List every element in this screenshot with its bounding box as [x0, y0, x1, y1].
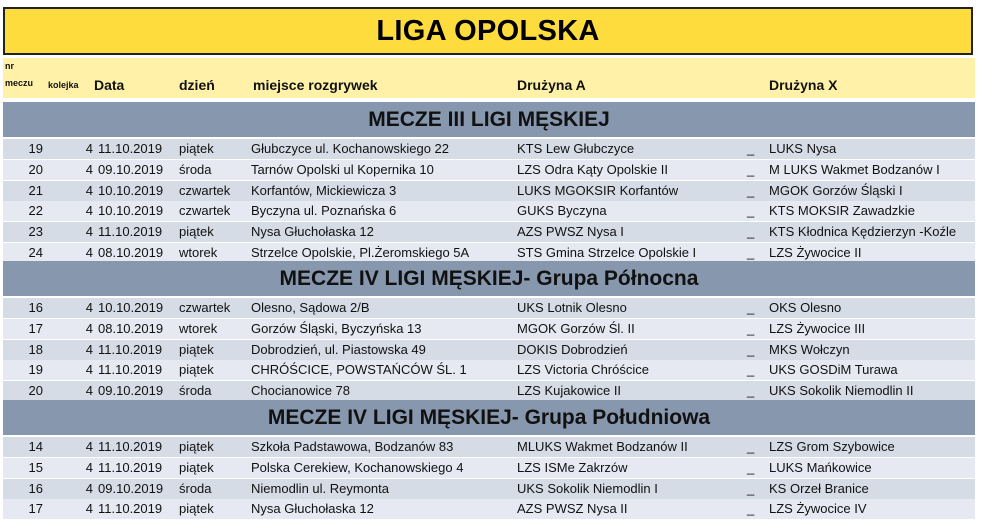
round-number: 4: [85, 300, 93, 315]
title-bar: [3, 7, 973, 55]
header-meczu: meczu: [5, 78, 34, 88]
match-day: wtorek: [179, 320, 218, 336]
team-x: LZS Żywocice III: [769, 320, 866, 336]
match-date: 09.10.2019: [98, 161, 164, 177]
match-day: czwartek: [179, 203, 231, 219]
match-number: 15: [28, 459, 43, 475]
match-date: 11.10.2019: [98, 439, 163, 454]
versus-separator: _: [747, 245, 755, 260]
round-number: 4: [85, 141, 93, 156]
match-number: 20: [28, 383, 43, 399]
match-day: piątek: [179, 224, 214, 240]
header-nr: nr: [5, 61, 14, 71]
team-a: AZS PWSZ Nysa II: [517, 501, 628, 517]
column-header-row: [3, 58, 975, 98]
versus-separator: _: [747, 383, 755, 399]
header-druzyna-x: Drużyna X: [769, 77, 838, 93]
team-x: KTS MOKSIR Zawadzkie: [769, 203, 915, 219]
match-venue: Olesno, Sądowa 2/B: [251, 300, 370, 315]
table-row: [3, 160, 975, 180]
match-number: 16: [28, 480, 43, 496]
match-day: czwartek: [179, 300, 231, 315]
table-row: [3, 319, 975, 339]
table-row: [3, 139, 975, 159]
round-number: 4: [85, 224, 93, 240]
match-date: 10.10.2019: [98, 300, 164, 315]
match-day: piątek: [179, 439, 214, 454]
table-row: [3, 181, 975, 201]
match-date: 08.10.2019: [98, 245, 164, 260]
match-day: czwartek: [179, 182, 231, 198]
match-day: piątek: [179, 141, 214, 156]
header-miejsce: miejsce rozgrywek: [253, 77, 378, 93]
match-day: piątek: [179, 341, 214, 357]
table-row: [3, 243, 975, 263]
round-number: 4: [85, 480, 93, 496]
versus-separator: _: [747, 300, 755, 315]
team-x: LUKS Nysa: [769, 141, 837, 156]
team-x: UKS GOSDiM Turawa: [769, 362, 898, 378]
table-row: [3, 499, 975, 519]
versus-separator: _: [747, 320, 755, 336]
team-x: MKS Wołczyn: [769, 341, 850, 357]
team-x: UKS Sokolik Niemodlin II: [769, 383, 914, 399]
header-data: Data: [94, 77, 125, 93]
team-a: LZS ISMe Zakrzów: [517, 459, 628, 475]
match-day: środa: [179, 161, 212, 177]
round-number: 4: [85, 161, 93, 177]
match-venue: Byczyna ul. Poznańska 6: [251, 203, 397, 219]
match-number: 19: [28, 362, 43, 378]
match-venue: Tarnów Opolski ul Kopernika 10: [251, 161, 434, 177]
section-header: [3, 400, 975, 435]
versus-separator: _: [747, 459, 755, 475]
match-day: piątek: [179, 459, 214, 475]
team-a: STS Gmina Strzelce Opolskie I: [517, 245, 697, 260]
section-title: MECZE IV LIGI MĘSKIEJ- Grupa Południowa: [267, 405, 711, 429]
match-venue: Strzelce Opolskie, Pl.Żeromskiego 5A: [251, 245, 470, 260]
team-a: LUKS MGOKSIR Korfantów: [517, 182, 679, 198]
match-number: 17: [28, 501, 43, 517]
round-number: 4: [85, 245, 93, 260]
team-a: MGOK Gorzów Śl. II: [517, 320, 635, 336]
team-x: LZS Grom Szybowice: [769, 439, 895, 454]
table-row: [3, 381, 975, 401]
match-number: 18: [28, 341, 43, 357]
versus-separator: _: [747, 362, 755, 378]
team-x: LZS Żywocice II: [769, 245, 862, 260]
versus-separator: _: [747, 224, 755, 240]
match-venue: Dobrodzień, ul. Piastowska 49: [251, 341, 426, 357]
match-date: 11.10.2019: [98, 501, 163, 517]
match-date: 11.10.2019: [98, 341, 163, 357]
team-x: LZS Żywocice IV: [769, 501, 867, 517]
match-day: środa: [179, 480, 212, 496]
match-venue: Gorzów Śląski, Byczyńska 13: [251, 320, 422, 336]
team-a: LZS Odra Kąty Opolskie II: [517, 161, 669, 177]
match-day: piątek: [179, 362, 214, 378]
table-row: [3, 360, 975, 380]
team-a: MLUKS Wakmet Bodzanów II: [517, 439, 688, 454]
section-header: [3, 102, 975, 137]
team-x: KTS Kłodnica Kędzierzyn -Koźle: [769, 224, 957, 240]
match-venue: Szkoła Padstawowa, Bodzanów 83: [251, 439, 454, 454]
match-venue: Polska Cerekiew, Kochanowskiego 4: [251, 459, 464, 475]
versus-separator: _: [747, 141, 755, 156]
match-number: 20: [28, 161, 43, 177]
round-number: 4: [85, 383, 93, 399]
team-x: OKS Olesno: [769, 300, 842, 315]
match-number: 16: [28, 300, 43, 315]
section-title: MECZE III LIGI MĘSKIEJ: [368, 107, 610, 131]
versus-separator: _: [747, 203, 755, 219]
table-row: [3, 458, 975, 478]
match-venue: Głubczyce ul. Kochanowskiego 22: [251, 141, 450, 156]
team-x: M LUKS Wakmet Bodzanów I: [769, 161, 940, 177]
table-row: [3, 437, 975, 457]
versus-separator: _: [747, 161, 755, 177]
round-number: 4: [85, 439, 93, 454]
match-venue: Nysa Głuchołaska 12: [251, 224, 374, 240]
match-day: wtorek: [179, 245, 218, 260]
page-title: LIGA OPOLSKA: [376, 14, 600, 47]
match-number: 14: [28, 439, 43, 454]
team-x: KS Orzeł Branice: [769, 480, 869, 496]
section-title: MECZE IV LIGI MĘSKIEJ- Grupa Północna: [279, 266, 699, 290]
section-header: [3, 261, 975, 296]
match-date: 10.10.2019: [98, 203, 164, 219]
team-a: DOKIS Dobrodzień: [517, 341, 628, 357]
table-row: [3, 298, 975, 318]
table-row: [3, 340, 975, 360]
match-venue: Korfantów, Mickiewicza 3: [251, 182, 397, 198]
match-venue: Nysa Głuchołaska 12: [251, 501, 374, 517]
match-number: 17: [28, 320, 43, 336]
match-date: 11.10.2019: [98, 224, 163, 240]
match-venue: CHRÓŚCICE, POWSTAŃCÓW ŚL. 1: [251, 362, 467, 378]
table-row: [3, 222, 975, 242]
table-row: [3, 479, 975, 499]
match-day: środa: [179, 383, 212, 399]
team-a: AZS PWSZ Nysa I: [517, 224, 624, 240]
team-a: KTS Lew Głubczyce: [517, 141, 635, 156]
team-a: LZS Victoria Chróścice: [517, 362, 649, 378]
team-a: GUKS Byczyna: [517, 203, 607, 219]
match-number: 22: [28, 203, 43, 219]
match-number: 24: [28, 245, 43, 260]
match-date: 11.10.2019: [98, 362, 163, 378]
team-x: LUKS Mańkowice: [769, 459, 872, 475]
round-number: 4: [85, 203, 93, 219]
match-venue: Chocianowice 78: [251, 383, 351, 399]
versus-separator: _: [747, 182, 755, 198]
round-number: 4: [85, 362, 93, 378]
versus-separator: _: [747, 501, 755, 517]
match-date: 11.10.2019: [98, 459, 163, 475]
header-druzyna-a: Drużyna A: [517, 77, 586, 93]
match-number: 23: [28, 224, 43, 240]
table-row: [3, 201, 975, 221]
team-a: UKS Sokolik Niemodlin I: [517, 480, 658, 496]
match-date: 09.10.2019: [98, 480, 164, 496]
round-number: 4: [85, 459, 93, 475]
round-number: 4: [85, 320, 93, 336]
match-date: 08.10.2019: [98, 320, 164, 336]
versus-separator: _: [747, 439, 755, 454]
match-venue: Niemodlin ul. Reymonta: [251, 480, 390, 496]
team-a: LZS Kujakowice II: [517, 383, 622, 399]
match-number: 19: [28, 141, 43, 156]
round-number: 4: [85, 182, 93, 198]
round-number: 4: [85, 501, 93, 517]
round-number: 4: [85, 341, 93, 357]
header-dzien: dzień: [179, 77, 215, 93]
match-number: 21: [28, 182, 43, 198]
versus-separator: _: [747, 480, 755, 496]
match-date: 11.10.2019: [98, 141, 163, 156]
header-kolejka: kolejka: [48, 80, 79, 90]
team-a: UKS Lotnik Olesno: [517, 300, 627, 315]
match-date: 09.10.2019: [98, 383, 164, 399]
match-date: 10.10.2019: [98, 182, 164, 198]
team-x: MGOK Gorzów Śląski I: [769, 182, 903, 198]
match-day: piątek: [179, 501, 214, 517]
versus-separator: _: [747, 341, 755, 357]
